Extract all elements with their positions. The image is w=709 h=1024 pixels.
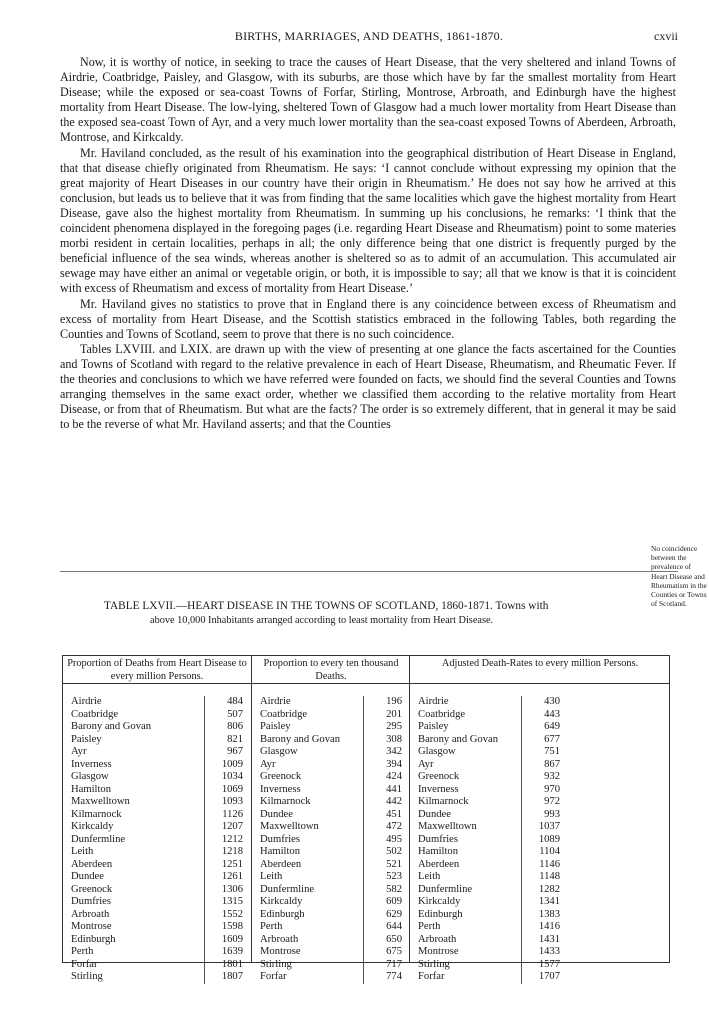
town-value: 196: [363, 696, 402, 709]
town-name: Airdrie: [418, 696, 449, 707]
town-value: 342: [363, 746, 402, 759]
table-row: [260, 696, 402, 709]
town-name: Hamilton: [418, 846, 459, 857]
town-name: Coatbridge: [71, 708, 119, 720]
town-value: 972: [521, 796, 560, 809]
table-row: [418, 821, 560, 834]
body-text: [60, 55, 676, 432]
town-value: 821: [204, 734, 243, 747]
town-value: 441: [363, 784, 402, 797]
town-name: Barony and Govan: [418, 733, 499, 745]
town-value: 1598: [204, 921, 243, 934]
town-value: 484: [204, 696, 243, 709]
town-value: 1609: [204, 934, 243, 947]
town-name: Arbroath: [260, 933, 299, 945]
table-row: [71, 721, 243, 734]
town-name: Dundee: [71, 871, 104, 882]
table-row: [418, 721, 560, 734]
table-row: [260, 859, 402, 872]
table-row: [71, 696, 243, 709]
table-row: [260, 771, 402, 784]
table-row: [418, 921, 560, 934]
town-value: 1126: [204, 809, 243, 822]
table-row: [260, 959, 402, 972]
table-row: [71, 934, 243, 947]
page-header: [60, 29, 678, 47]
table-row: [418, 859, 560, 872]
town-value: 1069: [204, 784, 243, 797]
table-row: [71, 821, 243, 834]
town-name: Coatbridge: [260, 708, 308, 720]
table-row: [260, 834, 402, 847]
table-row: [71, 784, 243, 797]
town-value: 644: [363, 921, 402, 934]
town-name: Kirkcaldy: [260, 896, 303, 907]
town-name: Leith: [418, 871, 441, 882]
town-name: Dumfries: [71, 896, 112, 907]
town-name: Kirkcaldy: [418, 896, 461, 907]
town-value: 1104: [521, 846, 560, 859]
table-row: [260, 921, 402, 934]
town-name: Glasgow: [71, 771, 109, 782]
town-name: Coatbridge: [418, 708, 466, 720]
town-value: 1807: [204, 971, 243, 984]
town-value: 1552: [204, 909, 243, 922]
table-row: [260, 884, 402, 897]
table-row: [260, 971, 402, 984]
table-row: [418, 834, 560, 847]
town-value: 472: [363, 821, 402, 834]
town-name: Montrose: [418, 946, 459, 957]
column-header: Proportion to every ten thousand Deaths.: [252, 656, 410, 684]
town-name: Perth: [71, 946, 94, 957]
town-name: Forfar: [418, 971, 445, 982]
town-value: 1218: [204, 846, 243, 859]
town-value: 1207: [204, 821, 243, 834]
table-row: [418, 696, 560, 709]
table-row: [260, 784, 402, 797]
town-name: Inverness: [71, 758, 112, 770]
town-value: 451: [363, 809, 402, 822]
table-row: [260, 709, 402, 722]
town-name: Kilmarnock: [260, 796, 311, 807]
column-header: Proportion of Deaths from Heart Disease to every million Persons.: [63, 656, 251, 684]
town-name: Arbroath: [418, 933, 457, 945]
table-row: [260, 821, 402, 834]
town-name: Barony and Govan: [71, 721, 152, 732]
town-name: Greenock: [71, 883, 113, 895]
table-row: [71, 771, 243, 784]
town-name: Ayr: [71, 746, 87, 757]
page-number: cxvii: [654, 29, 678, 43]
town-name: Greenock: [260, 771, 302, 782]
town-name: Edinburgh: [71, 933, 116, 945]
town-name: Dundee: [418, 808, 451, 820]
town-name: Stirling: [260, 958, 292, 970]
town-value: 424: [363, 771, 402, 784]
table-row: [418, 809, 560, 822]
town-value: 967: [204, 746, 243, 759]
margin-note: No coincidence between the prevalence of Heart Disease and Rheumatism in the Counties or Towns of Scotland.: [651, 544, 707, 609]
town-value: 295: [363, 721, 402, 734]
town-name: Edinburgh: [260, 908, 305, 920]
table-row: [418, 959, 560, 972]
town-name: Montrose: [71, 921, 112, 932]
town-value: 521: [363, 859, 402, 872]
town-name: Perth: [260, 921, 283, 932]
town-name: Aberdeen: [260, 858, 302, 870]
table-row: [71, 734, 243, 747]
town-value: 1341: [521, 896, 560, 909]
town-name: Dumfries: [418, 833, 459, 845]
table-row: [418, 759, 560, 772]
town-value: 507: [204, 709, 243, 722]
town-name: Forfar: [260, 971, 287, 982]
town-value: 1212: [204, 834, 243, 847]
table-row: [418, 909, 560, 922]
paragraph: Now, it is worthy of notice, in seeking to trace the causes of Heart Disease, that the very sheltered and inland Towns of Airdrie, Coatbridge, Paisley, and Glasgow, with its suburbs, are those which have by far the smallest mortality from Heart Disease; while the exposed or sea-coast Towns of Forfar, Stirling, Montrose, Arbroath, and Edinburgh have the highest mortality from Heart Disease. The low-lying, sheltered Town of Glasgow had a much lower mortality from Heart Disease than the exposed sea-coast Town of Ayr, and a very much lower mortality than the sea-coast exposed Towns of Aberdeen, Arbroath, Montrose, and Kirkcaldy.: [60, 55, 676, 145]
town-name: Dumfries: [260, 833, 301, 845]
table-row: [418, 946, 560, 959]
town-name: Kilmarnock: [418, 796, 469, 807]
town-name: Kirkcaldy: [71, 821, 114, 832]
town-value: 751: [521, 746, 560, 759]
town-value: 394: [363, 759, 402, 772]
town-value: 774: [363, 971, 402, 984]
town-name: Paisley: [260, 721, 291, 732]
table-row: [418, 796, 560, 809]
table-row: [418, 746, 560, 759]
table-row: [71, 946, 243, 959]
town-value: 1315: [204, 896, 243, 909]
column-header: Adjusted Death-Rates to every million Persons.: [410, 656, 670, 684]
town-value: 308: [363, 734, 402, 747]
town-value: 806: [204, 721, 243, 734]
town-value: 1146: [521, 859, 560, 872]
town-value: 1037: [521, 821, 560, 834]
town-name: Stirling: [418, 958, 450, 970]
town-value: 1801: [204, 959, 243, 972]
town-value: 1306: [204, 884, 243, 897]
table-row: [71, 746, 243, 759]
table-row: [260, 871, 402, 884]
town-value: 201: [363, 709, 402, 722]
town-value: 609: [363, 896, 402, 909]
town-value: 1577: [521, 959, 560, 972]
town-name: Aberdeen: [418, 858, 460, 870]
town-name: Perth: [418, 921, 441, 932]
table-row: [418, 846, 560, 859]
paragraph: Tables LXVIII. and LXIX. are drawn up with the view of presenting at one glance the facts ascertained for the Counties and Towns of Scotland with regard to the relative prevalence in each of Heart Disease, Rheumatism, and Rheumatic Fever. If the theories and conclusions to which we have referred were founded on facts, we should find the several Counties and Towns arranging themselves in the same exact order, whether we classified them according to the relative mortality from Heart Disease, or from that of Rheumatism. But what are the facts? The order is so extremely different, that in general it may be said to be the reverse of what Mr. Haviland asserts; and that the Counties: [60, 341, 676, 432]
table-row: [71, 859, 243, 872]
town-name: Dundee: [260, 808, 293, 820]
table-row: [260, 734, 402, 747]
town-value: 1416: [521, 921, 560, 934]
town-name: Dunfermline: [418, 883, 473, 895]
town-value: 675: [363, 946, 402, 959]
town-name: Inverness: [260, 783, 301, 795]
town-name: Hamilton: [260, 846, 301, 857]
table-row: [260, 796, 402, 809]
town-value: 993: [521, 809, 560, 822]
town-name: Forfar: [71, 958, 98, 970]
town-value: 650: [363, 934, 402, 947]
town-name: Ayr: [418, 758, 434, 770]
town-value: 1707: [521, 971, 560, 984]
table-row: [71, 909, 243, 922]
table-row: [418, 896, 560, 909]
heart-disease-table: [62, 655, 670, 982]
town-name: Leith: [260, 871, 283, 882]
town-value: 629: [363, 909, 402, 922]
town-value: 1034: [204, 771, 243, 784]
table-row: [418, 934, 560, 947]
town-value: 1433: [521, 946, 560, 959]
paragraph: Mr. Haviland gives no statistics to prove that in England there is any coincidence between excess of Rheumatism and excess of mortality from Heart Disease, and the Scottish statistics embraced in the following Tables, both regarding the Counties and Towns of Scotland, seem to prove that there is no such coincidence.: [60, 296, 676, 341]
town-name: Glasgow: [260, 746, 298, 757]
table-row: [71, 709, 243, 722]
town-name: Aberdeen: [71, 858, 113, 870]
table-row: [418, 784, 560, 797]
town-name: Edinburgh: [418, 908, 463, 920]
town-name: Paisley: [71, 733, 102, 745]
paragraph: Mr. Haviland concluded, as the result of his examination into the geographical distribution of Heart Disease in England, that that disease chiefly originated from Rheumatism. He says: ‘I cannot conclude without expressing my opinion that the great majority of Heart Diseases in our country have their origin in Rheumatism.’ He does not say how he arrived at this conclusion, but leads us to believe that it was from finding that the same localities which gave the highest mortality from Heart Disease, gave also the highest mortality from Rheumatism. In summing up his conclusions, he remarks: ‘I think that the coincident phenomena displayed in the foregoing pages (i.e. regarding Heart Disease and Rheumatism) point to some materies morbi resident in certain localities, perhaps in all; the only difference being that one district is frequently purged by the beneficial influence of the sea winds, whereas another is sheltered so as to admit of an accumulation. This accumulated air sewage may have either an animal or vegetable origin, or both, it is impossible to say; all that we know is that it is coincident with excess of Rheumatism and excess of mortality from Heart Disease.’: [60, 145, 676, 296]
table-row: [260, 946, 402, 959]
town-name: Maxwelltown: [260, 821, 319, 832]
town-value: 1251: [204, 859, 243, 872]
town-value: 1148: [521, 871, 560, 884]
table-row: [260, 909, 402, 922]
table-row: [260, 746, 402, 759]
divider: [60, 571, 678, 572]
table-row: [71, 884, 243, 897]
table-row: [418, 734, 560, 747]
table-row: [71, 759, 243, 772]
town-value: 867: [521, 759, 560, 772]
town-value: 717: [363, 959, 402, 972]
town-value: 582: [363, 884, 402, 897]
town-value: 430: [521, 696, 560, 709]
town-name: Kilmarnock: [71, 808, 122, 820]
table-row: [260, 721, 402, 734]
table-row: [71, 809, 243, 822]
town-name: Ayr: [260, 758, 276, 770]
table-row: [418, 884, 560, 897]
town-name: Airdrie: [71, 696, 102, 707]
table-row: [71, 896, 243, 909]
table-column: [251, 656, 410, 982]
table-title: TABLE LXVII.—HEART DISEASE IN THE TOWNS OF SCOTLAND, 1860-1871. Towns with: [104, 600, 549, 612]
town-value: 1093: [204, 796, 243, 809]
table-row: [71, 796, 243, 809]
town-name: Airdrie: [260, 696, 291, 707]
running-title: BIRTHS, MARRIAGES, AND DEATHS, 1861-1870.: [234, 29, 504, 43]
table-row: [418, 771, 560, 784]
town-name: Dunfermline: [260, 883, 315, 895]
town-name: Maxwelltown: [418, 821, 477, 832]
town-value: 523: [363, 871, 402, 884]
town-name: Barony and Govan: [260, 733, 341, 745]
table-row: [418, 709, 560, 722]
town-value: 1431: [521, 934, 560, 947]
table-row: [260, 934, 402, 947]
town-value: 1383: [521, 909, 560, 922]
table-row: [260, 846, 402, 859]
town-value: 970: [521, 784, 560, 797]
town-name: Stirling: [71, 971, 103, 982]
table-row: [260, 896, 402, 909]
table-row: [71, 959, 243, 972]
town-name: Inverness: [418, 783, 459, 795]
table-caption: [60, 599, 678, 628]
town-value: 443: [521, 709, 560, 722]
table-row: [71, 834, 243, 847]
town-value: 1261: [204, 871, 243, 884]
table-row: [418, 971, 560, 984]
town-name: Montrose: [260, 946, 301, 957]
town-value: 502: [363, 846, 402, 859]
town-name: Arbroath: [71, 908, 110, 920]
town-name: Greenock: [418, 771, 460, 782]
table-row: [71, 871, 243, 884]
table-row: [71, 971, 243, 984]
table-row: [71, 921, 243, 934]
town-value: 495: [363, 834, 402, 847]
town-value: 649: [521, 721, 560, 734]
town-name: Glasgow: [418, 746, 456, 757]
town-name: Paisley: [418, 721, 449, 732]
town-value: 677: [521, 734, 560, 747]
table-subtitle: above 10,000 Inhabitants arranged according to least mortality from Heart Disease.: [150, 614, 494, 626]
town-name: Leith: [71, 846, 94, 857]
town-value: 442: [363, 796, 402, 809]
town-value: 1639: [204, 946, 243, 959]
town-value: 1089: [521, 834, 560, 847]
town-name: Maxwelltown: [71, 796, 130, 807]
table-row: [260, 759, 402, 772]
town-name: Dunfermline: [71, 833, 126, 845]
table-row: [418, 871, 560, 884]
town-value: 932: [521, 771, 560, 784]
town-value: 1282: [521, 884, 560, 897]
town-value: 1009: [204, 759, 243, 772]
table-row: [260, 809, 402, 822]
town-name: Hamilton: [71, 783, 112, 795]
table-column: [409, 656, 670, 982]
table-row: [71, 846, 243, 859]
table-column: [63, 656, 251, 982]
